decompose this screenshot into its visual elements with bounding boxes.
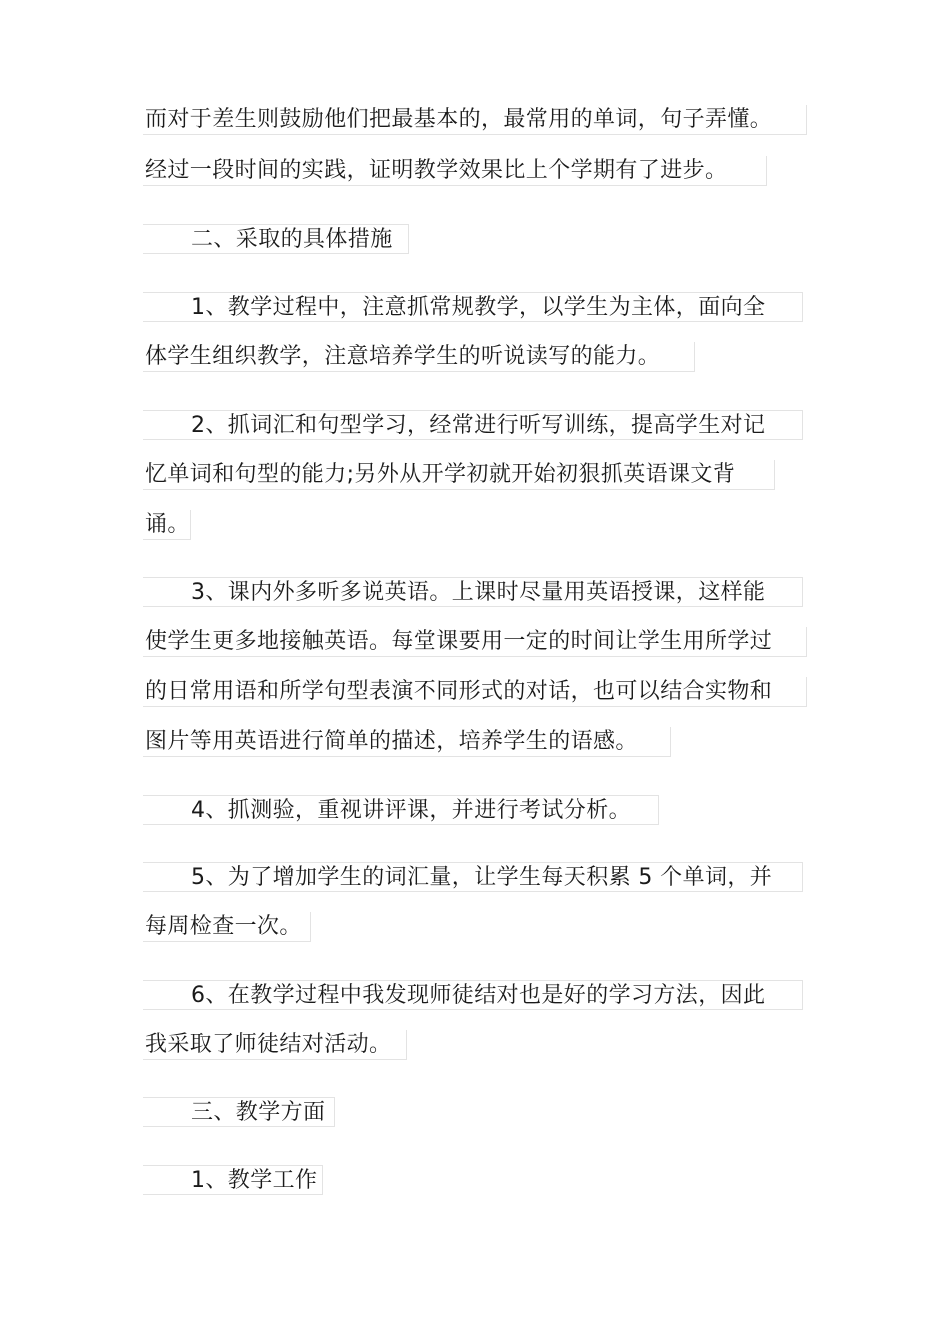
- item-3-line-4: 图片等用英语进行简单的描述，培养学生的语感。: [143, 727, 671, 757]
- subsection-heading-1: 1、教学工作: [143, 1165, 323, 1195]
- item-5-line-2: 每周检查一次。: [143, 912, 311, 942]
- item-2-line-3: 诵。: [143, 510, 191, 540]
- item-2-line-1: 2、抓词汇和句型学习，经常进行听写训练，提高学生对记: [143, 410, 803, 440]
- item-6-line-1: 6、在教学过程中我发现师徒结对也是好的学习方法，因此: [143, 980, 803, 1010]
- item-5-line-1: 5、为了增加学生的词汇量，让学生每天积累 5 个单词，并: [143, 862, 803, 892]
- paragraph-1-line-2: 经过一段时间的实践，证明教学效果比上个学期有了进步。: [143, 156, 767, 186]
- paragraph-1-line-1: 而对于差生则鼓励他们把最基本的，最常用的单词，句子弄懂。: [143, 105, 807, 135]
- section-heading-2: 二、采取的具体措施: [143, 224, 409, 254]
- item-3-line-3: 的日常用语和所学句型表演不同形式的对话，也可以结合实物和: [143, 677, 807, 707]
- section-heading-3: 三、教学方面: [143, 1097, 335, 1127]
- item-1-line-1: 1、教学过程中，注意抓常规教学，以学生为主体，面向全: [143, 292, 803, 322]
- item-4-line-1: 4、抓测验，重视讲评课，并进行考试分析。: [143, 795, 659, 825]
- item-1-line-2: 体学生组织教学，注意培养学生的听说读写的能力。: [143, 342, 695, 372]
- item-2-line-2: 忆单词和句型的能力;另外从开学初就开始初狠抓英语课文背: [143, 460, 775, 490]
- item-3-line-2: 使学生更多地接触英语。每堂课要用一定的时间让学生用所学过: [143, 627, 807, 657]
- item-3-line-1: 3、课内外多听多说英语。上课时尽量用英语授课，这样能: [143, 577, 803, 607]
- item-6-line-2: 我采取了师徒结对活动。: [143, 1030, 407, 1060]
